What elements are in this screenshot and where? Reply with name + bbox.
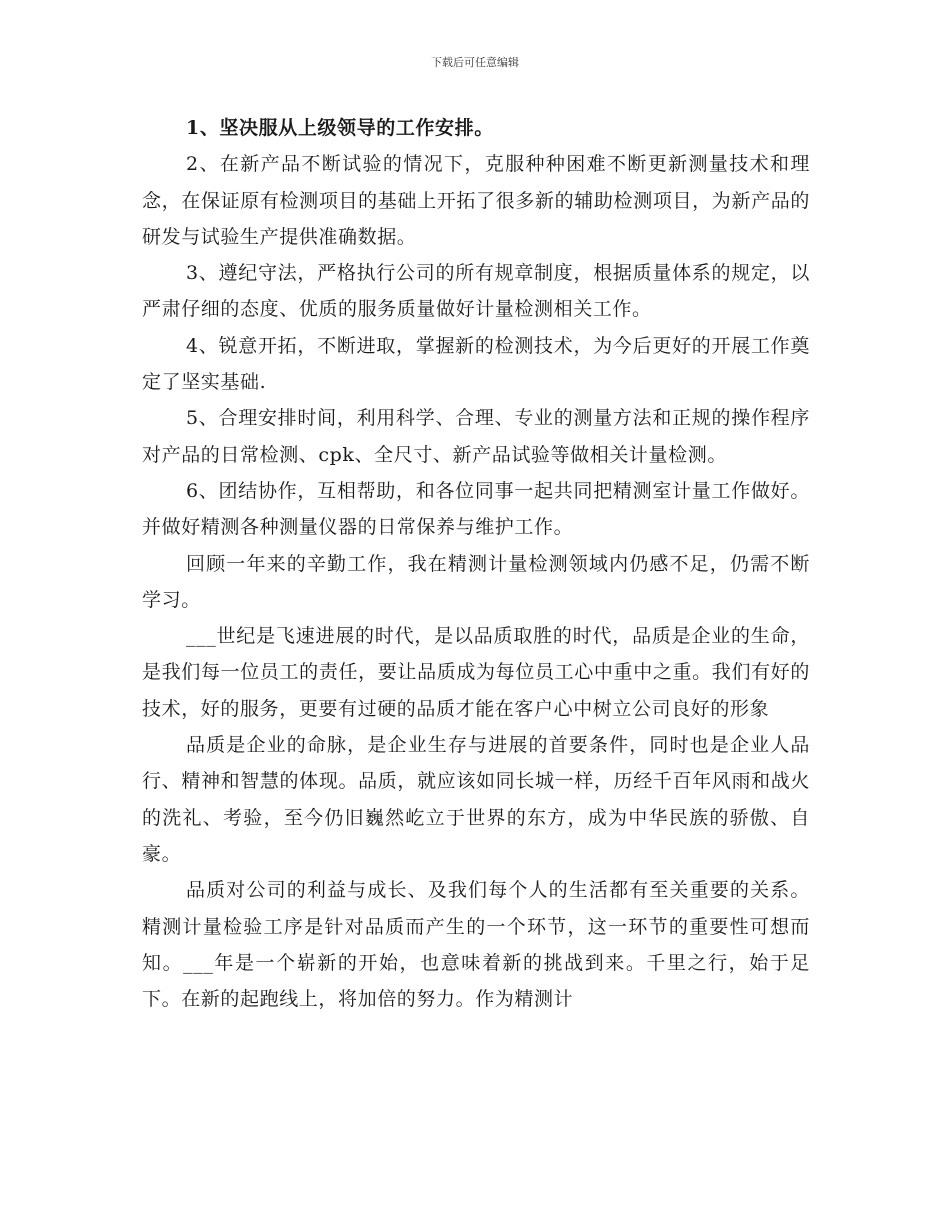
paragraph-6: 6、团结协作，互相帮助，和各位同事一起共同把精测室计量工作做好。并做好精测各种测量仪器的日常保养与维护工作。	[142, 479, 810, 539]
paragraph-3: 3、遵纪守法，严格执行公司的所有规章制度，根据质量体系的规定，以严肃仔细的态度、优质的服务质量做好计量检测相关工作。	[142, 262, 810, 321]
paragraph-quality-importance: 品质对公司的利益与成长、及我们每个人的生活都有至关重要的关系。精测计量检验工序是针对品质而产生的一个环节，这一环节的重要性可想而知。___年是一个崭新的开始，也意味着新的挑战到来。千里之行，始于足下。在新的起跑线上，将加倍的努力。作为精测计	[142, 879, 810, 1011]
paragraph-1: 1、坚决服从上级领导的工作安排。	[186, 117, 494, 139]
paragraph-5: 5、合理安排时间，利用科学、合理、专业的测量方法和正规的操作程序对产品的日常检测、cpk、全尺寸、新产品试验等做相关计量检测。	[142, 407, 810, 466]
document-body	[142, 110, 810, 1017]
paragraph-century: ___世纪是飞速进展的时代，是以品质取胜的时代，品质是企业的生命，是我们每一位员工的责任，要让品质成为每位员工心中重中之重。我们有好的技术，好的服务，更要有过硬的品质才能在客户心中树立公司良好的形象	[142, 625, 810, 720]
paragraph-review: 回顾一年来的辛勤工作，我在精测计量检测领域内仍感不足，仍需不断学习。	[142, 552, 810, 611]
paragraph-4: 4、锐意开拓，不断进取，掌握新的检测技术，为今后更好的开展工作奠定了坚实基础.	[142, 334, 810, 394]
paragraph-quality-lifeline: 品质是企业的命脉，是企业生存与进展的首要条件，同时也是企业人品行、精神和智慧的体现。品质，就应该如同长城一样，历经千百年风雨和战火的洗礼、考验，至今仍旧巍然屹立于世界的东方，成为中华民族的骄傲、自豪。	[142, 734, 810, 865]
page-header: 下载后可任意编辑	[431, 56, 519, 69]
paragraph-2: 2、在新产品不断试验的情况下，克服种种困难不断更新测量技术和理念，在保证原有检测项目的基础上开拓了很多新的辅助检测项目，为新产品的研发与试验生产提供准确数据。	[142, 153, 810, 248]
